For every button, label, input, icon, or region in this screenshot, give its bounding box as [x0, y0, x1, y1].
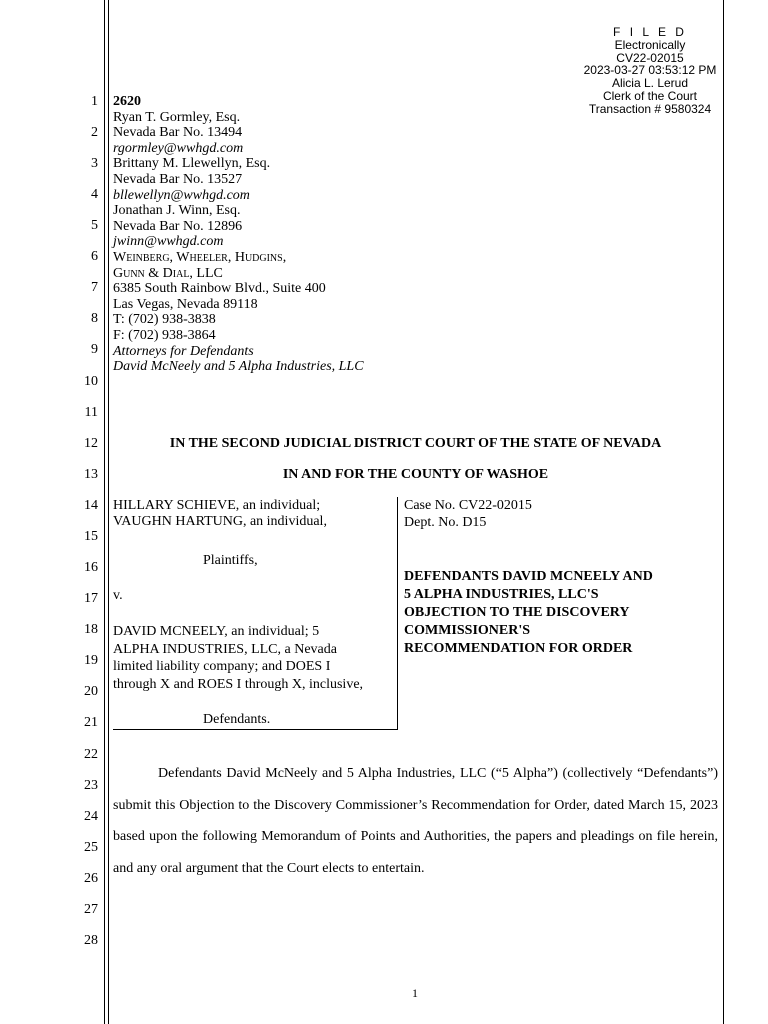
line-number: 4	[91, 187, 98, 202]
line-number: 15	[84, 529, 98, 544]
line-number: 22	[84, 747, 98, 762]
case-number: Case No. CV22-02015	[404, 498, 532, 513]
line-number: 3	[91, 156, 98, 171]
attorneys-for-label: Attorneys for Defendants	[113, 343, 254, 359]
body-paragraph	[113, 758, 718, 884]
attorney2-bar: Nevada Bar No. 13527	[113, 172, 243, 187]
left-margin-rule-outer	[104, 0, 105, 1024]
firm-fax: F: (702) 938-3864	[113, 328, 216, 343]
stamp-clerk: Alicia L. Lerud	[611, 76, 689, 91]
document-code: 2620	[113, 94, 141, 109]
firm-phone: T: (702) 938-3838	[113, 312, 216, 328]
defendants-label: Defendants.	[203, 712, 271, 727]
plaintiff-1: HILLARY SCHIEVE, an individual;	[113, 498, 321, 513]
firm-name-line2: Gunn & Dial, LLC	[113, 265, 223, 281]
stamp-method: Electronically	[614, 37, 686, 52]
line-number: 28	[84, 933, 98, 948]
document-title-line3: OBJECTION TO THE DISCOVERY	[404, 605, 630, 620]
county-heading: IN AND FOR THE COUNTY OF WASHOE	[282, 467, 549, 482]
defendant-line1: DAVID MCNEELY, an individual; 5	[113, 624, 320, 639]
line-number: 1	[91, 94, 98, 109]
attorney2-email[interactable]: bllewellyn@wwhgd.com	[113, 187, 250, 203]
document-title-line5: RECOMMENDATION FOR ORDER	[404, 641, 633, 656]
line-number: 19	[84, 653, 98, 668]
line-number: 9	[91, 342, 98, 357]
line-number: 14	[84, 498, 98, 513]
line-number: 13	[84, 467, 98, 482]
line-number: 20	[84, 684, 98, 699]
line-number: 2	[91, 125, 98, 140]
document-title-line4: COMMISSIONER'S	[404, 623, 531, 638]
firm-address1: 6385 South Rainbow Blvd., Suite 400	[113, 281, 326, 297]
line-number: 27	[84, 902, 98, 917]
line-number: 24	[84, 809, 98, 824]
line-number: 26	[84, 871, 98, 886]
line-number: 18	[84, 622, 98, 637]
line-number: 21	[84, 715, 98, 730]
line-number: 10	[84, 374, 98, 389]
court-heading: IN THE SECOND JUDICIAL DISTRICT COURT OF THE STATE OF NEVADA	[169, 436, 662, 451]
attorney1-bar: Nevada Bar No. 13494	[113, 125, 243, 141]
defendant-line3: limited liability company; and DOES I	[113, 659, 331, 674]
line-number: 11	[84, 405, 98, 420]
line-number: 5	[91, 218, 98, 233]
body-paragraph-text: Defendants David McNeely and 5 Alpha Industries, LLC (“5 Alpha”) (collectively “Defendants”) submit this Objection to the Discovery Commissioner’s Recommendation for Order, dated March 15, 2023 based upon the following Memorandum of Points and Authorities, the papers and pleadings on file herein, and any oral argument that the Court elects to entertain.	[113, 766, 718, 876]
firm-name-line1: Weinberg, Wheeler, Hudgins,	[113, 250, 287, 265]
defendant-line4: through X and ROES I through X, inclusive,	[113, 676, 364, 692]
line-number: 16	[84, 560, 98, 575]
versus: v.	[113, 588, 123, 603]
firm-address2: Las Vegas, Nevada 89118	[113, 296, 258, 312]
stamp-datetime: 2023-03-27 03:53:12 PM	[583, 63, 717, 78]
attorney3-name: Jonathan J. Winn, Esq.	[113, 203, 241, 219]
line-number: 23	[84, 778, 98, 793]
stamp-case: CV22-02015	[616, 50, 684, 65]
stamp-status: F I L E D	[613, 25, 687, 39]
attorney1-email[interactable]: rgormley@wwhgd.com	[113, 140, 244, 156]
attorney2-name: Brittany M. Llewellyn, Esq.	[113, 156, 271, 172]
attorney1-name: Ryan T. Gormley, Esq.	[113, 109, 241, 125]
left-margin-rule-inner	[108, 0, 109, 1024]
attorney3-bar: Nevada Bar No. 12896	[113, 218, 243, 234]
defendant-line2: ALPHA INDUSTRIES, LLC, a Nevada	[113, 641, 337, 657]
line-number: 17	[84, 591, 98, 606]
page-number: 1	[412, 986, 418, 1000]
client-names: David McNeely and 5 Alpha Industries, LLC	[113, 359, 364, 375]
stamp-transaction: Transaction # 9580324	[588, 101, 712, 116]
stamp-clerk-title: Clerk of the Court	[602, 88, 698, 103]
plaintiff-2: VAUGHN HARTUNG, an individual,	[113, 514, 327, 529]
line-number: 12	[84, 436, 98, 451]
dept-number: Dept. No. D15	[404, 515, 487, 530]
line-number: 8	[91, 311, 98, 326]
caption-box	[113, 497, 398, 730]
plaintiffs-label: Plaintiffs,	[203, 553, 258, 568]
line-number: 25	[84, 840, 98, 855]
line-number: 7	[91, 280, 98, 295]
document-title-line1: DEFENDANTS DAVID MCNEELY AND	[404, 569, 653, 584]
right-margin-rule	[723, 0, 724, 1024]
line-number: 6	[91, 249, 98, 264]
attorney3-email[interactable]: jwinn@wwhgd.com	[113, 234, 224, 250]
filing-stamp	[560, 26, 740, 116]
document-title-line2: 5 ALPHA INDUSTRIES, LLC'S	[404, 587, 599, 602]
